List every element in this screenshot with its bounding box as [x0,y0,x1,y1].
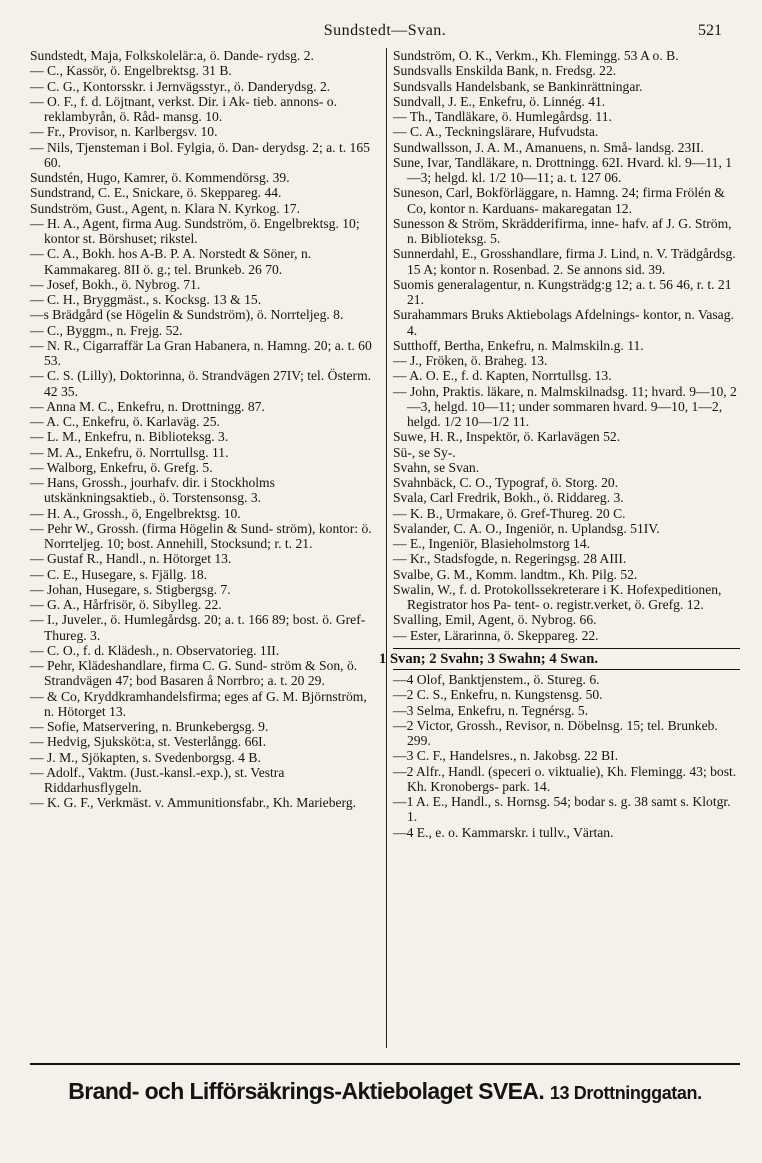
directory-entry: Suomis generalagentur, n. Kungsträdg:g 12; a. t. 56 46, r. t. 21 21. [393,276,732,307]
directory-entry: — J. M., Sjökapten, s. Svedenborgsg. 4 B. [30,749,261,765]
directory-entry: Svalling, Emil, Agent, ö. Nybrog. 66. [393,612,597,628]
page-title: Sundstedt—Svan. [323,22,447,39]
directory-entry: — A. O. E., f. d. Kapten, Norrtullsg. 13. [393,368,612,384]
directory-entry: — C. A., Bokh. hos A-B. P. A. Norstedt & Söner, n. Kammakareg. 8II ö. g.; tel. Brunkeb. 26 70. [30,246,312,277]
directory-entry: —3 C. F., Handelsres., n. Jakobsg. 22 BI. [393,748,619,764]
directory-entry: — L. M., Enkefru, n. Biblioteksg. 3. [30,429,229,445]
directory-entry: — O. F., f. d. Löjtnant, verkst. Dir. i Ak- tieb. annons- o. reklambyrån, ö. Råd- mansg. 10. [30,93,338,124]
directory-entry: Sundvall, J. E., Enkefru, ö. Linnég. 41. [393,93,606,109]
directory-entry: — Josef, Bokh., ö. Nybrog. 71. [30,276,201,292]
directory-entry: Sundwallsson, J. A. M., Amanuens, n. Små- landsg. 23II. [393,139,704,155]
directory-entry: — K. B., Urmakare, ö. Gref-Thureg. 20 C. [393,505,626,521]
directory-entry: — A. C., Enkefru, ö. Karlaväg. 25. [30,414,220,429]
directory-entry: — Pehr, Klädeshandlare, firma C. G. Sund- ström & Son, ö. Strandvägen 47; bod Basaren å Norrbro; a. t. 20 29. [30,658,358,689]
directory-entry: — Th., Tandläkare, ö. Humlegårdsg. 11. [393,109,612,124]
directory-entry: —4 E., e. o. Kammarskr. i tullv., Värtan. [393,824,614,840]
directory-entry: — Ester, Lärarinna, ö. Skeppareg. 22. [393,627,599,643]
directory-columns [30,48,740,1048]
directory-entry: — H. A., Agent, firma Aug. Sundström, ö. Engelbrektsg. 10; kontor st. Börshuset; rikstel. [30,215,360,246]
directory-entry: —1 A. E., Handl., s. Hornsg. 54; bodar s. g. 38 samt s. Klotgr. 1. [393,794,731,825]
directory-entry: — Kr., Stadsfogde, n. Regeringsg. 28 AIII. [393,551,627,567]
directory-entry: — G. A., Hårfrisör, ö. Sibylleg. 22. [30,597,222,612]
running-head [30,22,740,48]
directory-entry: — C. G., Kontorsskr. i Jernvägsstyr., ö. Danderydsg. 2. [30,78,331,94]
directory-entry: — E., Ingeniör, Blasieholmstorg 14. [393,536,591,551]
directory-entry: Sutthoff, Bertha, Enkefru, n. Malmskiln.g. 11. [393,337,644,353]
directory-entry: Sundström, Gust., Agent, n. Klara N. Kyrkog. 17. [30,200,300,216]
advertisement-rule [30,1063,740,1065]
directory-entry: Sü-, se Sy-. [393,444,456,460]
directory-entry: — Anna M. C., Enkefru, n. Drottningg. 87. [30,398,265,414]
directory-entry: — Fr., Provisor, n. Karlbergsv. 10. [30,124,218,140]
directory-entry: — C. H., Bryggmäst., s. Kocksg. 13 & 15. [30,292,262,307]
directory-entry: — C., Kassör, ö. Engelbrektsg. 31 B. [30,63,232,79]
directory-entry: — C. S. (Lilly), Doktorinna, ö. Strandvägen 27IV; tel. Österm. 42 35. [30,368,372,399]
directory-entry: Svala, Carl Fredrik, Bokh., ö. Riddareg. 3. [393,490,624,506]
directory-entry: Suneson, Carl, Bokförläggare, n. Hamng. 24; firma Frölén & Co, kontor n. Karduans- makaregatan 12. [393,185,725,216]
directory-entry: —2 Alfr., Handl. (speceri o. viktualie), Kh. Flemingg. 43; bost. Kh. Kronobergs- park. 14. [393,763,737,794]
advertisement-address: 13 Drottninggatan. [549,1083,702,1103]
directory-entry: Suwe, H. R., Inspektör, ö. Karlavägen 52. [393,429,621,445]
directory-entry: —2 Victor, Grossh., Revisor, n. Döbelnsg. 15; tel. Brunkeb. 299. [393,717,718,748]
directory-entry: — Gustaf R., Handl., n. Hötorget 13. [30,551,232,567]
directory-entry: — M. A., Enkefru, ö. Norrtullsg. 11. [30,444,229,460]
directory-entry: —4 Olof, Banktjenstem., ö. Stureg. 6. [393,672,600,687]
directory-entry: — John, Praktis. läkare, n. Malmskilnadsg. 11; hvard. 9—10, 2—3, helgd. 10—11; under sommaren hvard. 9—10, 1—2, helgd. 1/2 10—1/2 11. [393,383,737,429]
directory-entry: —s Brädgård (se Högelin & Sundström), ö. Norrteljeg. 8. [30,307,344,323]
directory-entry: Sundstrand, C. E., Snickare, ö. Skeppareg. 44. [30,185,282,201]
directory-entry: — Nils, Tjensteman i Bol. Fylgia, ö. Dan- derydsg. 2; a. t. 165 60. [30,139,370,170]
directory-entry: Sune, Ivar, Tandläkare, n. Drottningg. 62I. Hvard. kl. 9—11, 1—3; helgd. kl. 1/2 10—11; a. t. 127 06. [393,154,733,185]
directory-entry: — N. R., Cigarraffär La Gran Habanera, n. Hamng. 20; a. t. 60 53. [30,337,372,368]
directory-entry: — & Co, Kryddkramhandelsfirma; eges af G. M. Björnström, n. Hötorget 13. [30,688,367,719]
directory-entry: Sundsvalls Handelsbank, se Bankinrättningar. [393,78,643,94]
directory-entry: Sundstén, Hugo, Kamrer, ö. Kommendörsg. 39. [30,170,290,185]
directory-entry: — Johan, Husegare, s. Stigbergsg. 7. [30,581,231,597]
directory-entry: — Pehr W., Grossh. (firma Högelin & Sund- ström), kontor: ö. Norrteljeg. 10; bost. Annehill, Stocksund; r. t. 21. [30,520,372,551]
directory-entry: —3 Selma, Enkefru, n. Tegnérsg. 5. [393,702,589,718]
right-column [379,48,740,1048]
directory-entry: — C. O., f. d. Klädesh., n. Observatorieg. 1II. [30,642,280,658]
directory-entry: Sunesson & Ström, Skrädderifirma, inne- hafv. af J. G. Ström, n. Biblioteksg. 5. [393,215,732,246]
advertisement-company: Brand- och Lifförsäkrings-Aktiebolaget SVEA. [68,1078,545,1104]
directory-entry: — Hans, Grossh., jourhafv. dir. i Stockholms utskänkningsaktieb., ö. Torstensonsg. 3. [30,475,275,506]
directory-entry: Sundsvalls Enskilda Bank, n. Fredsg. 22. [393,63,617,79]
directory-entry: — Adolf., Vaktm. (Just.-kansl.-exp.), st. Vestra Riddarhusflygeln. [30,764,285,795]
directory-entry: — C., Byggm., n. Frejg. 52. [30,322,183,338]
page-number: 521 [698,22,722,39]
directory-entry: — Hedvig, Sjuksköt:a, st. Vesterlångg. 66I. [30,734,267,750]
directory-entry: — Sofie, Matservering, n. Brunkebergsg. 9. [30,719,269,734]
directory-entry: Svahnbäck, C. O., Typograf, ö. Storg. 20. [393,475,619,490]
left-column [30,48,386,1048]
directory-entry: — C. A., Teckningslärare, Hufvudsta. [393,124,599,140]
directory-entry: —2 C. S., Enkefru, n. Kungstensg. 50. [393,687,603,703]
directory-entry: Swalin, W., f. d. Protokollssekreterare i K. Hofexpeditionen, Registrator hos Pa- tent- o. registr.verket, ö. Grefg. 12. [393,581,722,612]
directory-entry: Svahn, se Svan. [393,459,480,475]
directory-entry: Sundstedt, Maja, Folkskolelär:a, ö. Dande- rydsg. 2. [30,48,314,63]
directory-entry: — K. G. F., Verkmäst. v. Ammunitionsfabr., Kh. Marieberg. [30,795,357,811]
directory-entry: Svalbe, G. M., Komm. landtm., Kh. Pilg. 52. [393,566,638,582]
cross-reference-box: 1 Svan; 2 Svahn; 3 Swahn; 4 Swan. [393,648,740,670]
directory-entry: Sundström, O. K., Verkm., Kh. Flemingg. 53 A o. B. [393,48,679,63]
directory-entry: — J., Fröken, ö. Braheg. 13. [393,353,548,368]
directory-entry: — I., Juveler., ö. Humlegårdsg. 20; a. t. 166 89; bost. ö. Gref-Thureg. 3. [30,612,366,643]
advertisement [30,1078,740,1105]
directory-entry: — Walborg, Enkefru, ö. Grefg. 5. [30,459,213,475]
directory-entry: — H. A., Grossh., ö, Engelbrektsg. 10. [30,505,241,521]
directory-entry: — C. E., Husegare, s. Fjällg. 18. [30,566,208,582]
directory-entry: Surahammars Bruks Aktiebolags Afdelnings- kontor, n. Vasag. 4. [393,307,734,338]
directory-entry: Sunnerdahl, E., Grosshandlare, firma J. Lind, n. V. Trädgårdsg. 15 A; kontor n. Rosenbad. 2. Se annons sid. 39. [393,246,736,277]
directory-entry: Svalander, C. A. O., Ingeniör, n. Uplandsg. 51IV. [393,520,660,536]
